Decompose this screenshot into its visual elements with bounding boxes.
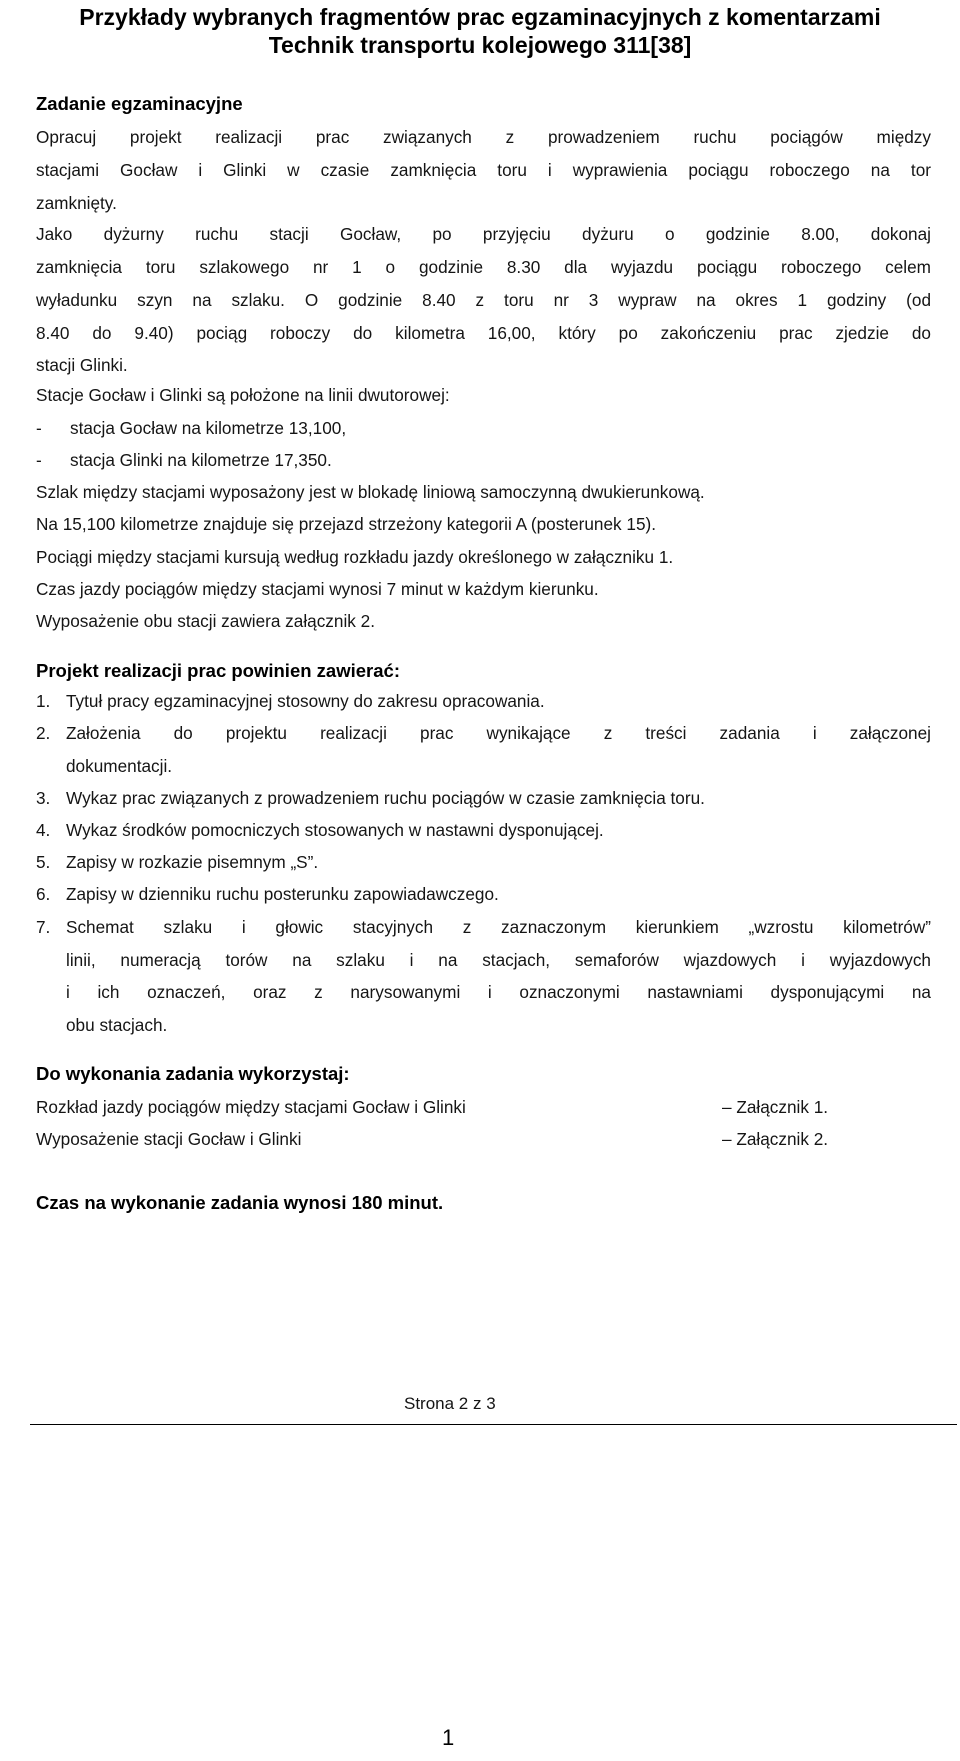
fact-line: Na 15,100 kilometrze znajduje się przejazd strzeżony kategorii A (posterunek 15). <box>36 514 657 534</box>
item-text: Schemat szlaku i głowic stacyjnych z zaznaczonym kierunkiem „wzrostu kilometrów” <box>66 917 931 937</box>
material-ref: – Załącznik 2. <box>722 1129 829 1149</box>
fact-line: Pociągi między stacjami kursują według rozkładu jazdy określonego w załączniku 1. <box>36 547 674 567</box>
fact-line: Wyposażenie obu stacji zawiera załącznik 2. <box>36 611 375 631</box>
list-dash: - <box>36 418 42 438</box>
task-title: Zadanie egzaminacyjne <box>36 93 243 114</box>
task-paragraph-line: 8.40 do 9.40) pociąg roboczy do kilometra 16,00, który po zakończeniu prac zjedzie do <box>36 323 931 343</box>
item-number: 4. <box>36 820 51 840</box>
item-text: dokumentacji. <box>66 756 173 776</box>
footer-divider <box>30 1424 957 1425</box>
item-number: 6. <box>36 884 51 904</box>
time-note: Czas na wykonanie zadania wynosi 180 minut. <box>36 1192 444 1213</box>
item-text: i ich oznaczeń, oraz z narysowanymi i oznaczonymi nastawniami dysponującymi na <box>66 982 931 1002</box>
item-text: Wykaz prac związanych z prowadzeniem ruchu pociągów w czasie zamknięcia toru. <box>66 788 705 808</box>
document-header-subtitle: Technik transportu kolejowego 311[38] <box>268 32 692 58</box>
page-number: 1 <box>442 1725 455 1750</box>
fact-line: Szlak między stacjami wyposażony jest w blokadę liniową samoczynną dwukierunkową. <box>36 482 705 502</box>
material-ref: – Załącznik 1. <box>722 1097 829 1117</box>
item-text: Założenia do projektu realizacji prac wynikające z treści zadania i załączonej <box>66 723 931 743</box>
material-name: Rozkład jazdy pociągów między stacjami Gocław i Glinki <box>36 1097 466 1117</box>
item-text: Zapisy w rozkazie pisemnym „S”. <box>66 852 319 872</box>
project-title: Projekt realizacji prac powinien zawierać: <box>36 660 400 681</box>
task-paragraph-line: wyładunku szyn na szlaku. O godzinie 8.40 z toru nr 3 wypraw na okres 1 godziny (od <box>36 290 931 310</box>
item-number: 2. <box>36 723 51 743</box>
scan-page-footer: Strona 2 z 3 <box>404 1394 496 1413</box>
item-text: linii, numeracją torów na szlaku i na stacjach, semaforów wjazdowych i wyjazdowych <box>66 950 931 970</box>
stations-intro: Stacje Gocław i Glinki są położone na linii dwutorowej: <box>36 385 450 405</box>
list-dash: - <box>36 450 42 470</box>
document-header-title: Przykłady wybranych fragmentów prac egzaminacyjnych z komentarzami <box>79 4 881 30</box>
item-text: Wykaz środków pomocniczych stosowanych w nastawni dysponującej. <box>66 820 604 840</box>
item-number: 3. <box>36 788 51 808</box>
task-paragraph-line: zamknięcia toru szlakowego nr 1 o godzinie 8.30 dla wyjazdu pociągu roboczego celem <box>36 257 931 277</box>
item-number: 1. <box>36 691 51 711</box>
fact-line: Czas jazdy pociągów między stacjami wynosi 7 minut w każdym kierunku. <box>36 579 599 599</box>
task-paragraph-line: stacjami Gocław i Glinki w czasie zamknięcia toru i wyprawienia pociągu roboczego na tor <box>36 160 931 180</box>
material-name: Wyposażenie stacji Gocław i Glinki <box>36 1129 302 1149</box>
task-paragraph-line: Jako dyżurny ruchu stacji Gocław, po przyjęciu dyżuru o godzinie 8.00, dokonaj <box>36 224 931 244</box>
station-text: stacja Glinki na kilometrze 17,350. <box>70 450 332 470</box>
item-number: 7. <box>36 917 51 937</box>
item-text: Tytuł pracy egzaminacyjnej stosowny do zakresu opracowania. <box>66 691 545 711</box>
item-text: Zapisy w dzienniku ruchu posterunku zapowiadawczego. <box>66 884 499 904</box>
item-number: 5. <box>36 852 51 872</box>
task-paragraph-line: zamknięty. <box>36 193 117 213</box>
task-paragraph-line: stacji Glinki. <box>36 355 128 375</box>
item-text: obu stacjach. <box>66 1015 168 1035</box>
station-text: stacja Gocław na kilometrze 13,100, <box>70 418 347 438</box>
materials-title: Do wykonania zadania wykorzystaj: <box>36 1063 350 1084</box>
task-paragraph-line: Opracuj projekt realizacji prac związanych z prowadzeniem ruchu pociągów między <box>36 127 931 147</box>
